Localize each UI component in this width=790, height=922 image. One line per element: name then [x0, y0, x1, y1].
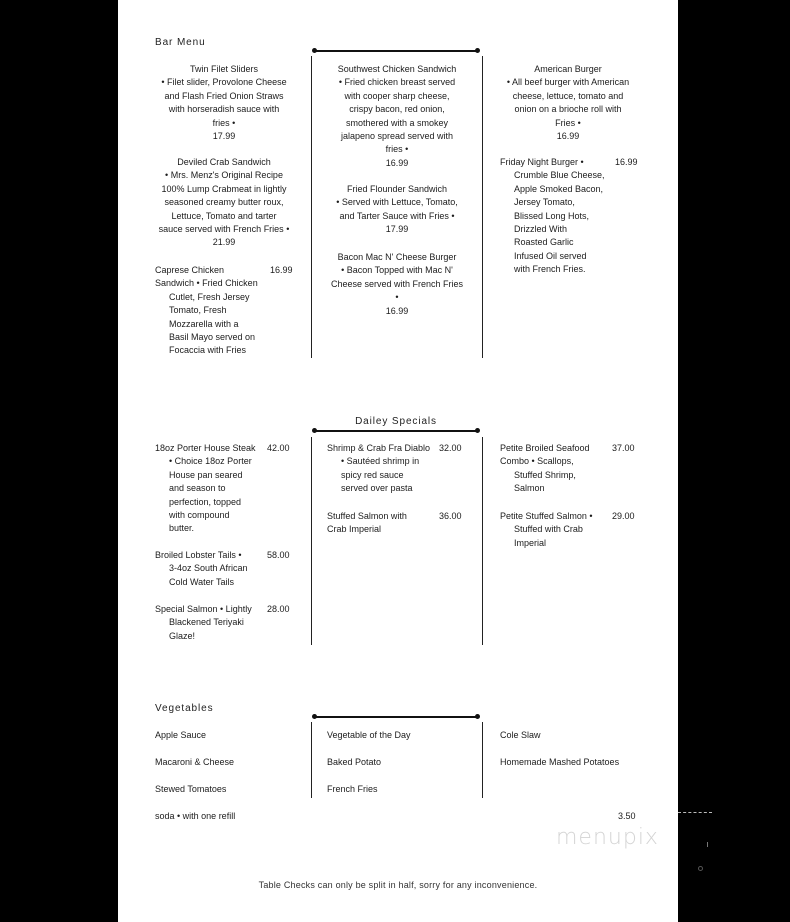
item-name: American Burger	[534, 64, 602, 74]
item-name-cont: Crab Imperial	[327, 524, 382, 535]
side-item: Homemade Mashed Potatoes	[500, 757, 620, 767]
item-desc-line: seasoned creamy butter roux,	[164, 197, 284, 208]
item-price: 32.00	[439, 443, 462, 453]
item-desc-line: Apple Smoked Bacon,	[514, 183, 604, 194]
item-price: 28.00	[267, 604, 290, 614]
item-desc-line: Cutlet, Fresh Jersey	[169, 291, 250, 302]
menu-item	[150, 156, 298, 250]
side-item: Apple Sauce	[155, 730, 207, 740]
item-desc-line: Jersey Tomato,	[514, 197, 575, 208]
item-name: Friday Night Burger •	[500, 157, 584, 167]
decorative-mark	[707, 842, 708, 847]
item-desc-line: fries •	[212, 117, 236, 128]
item-desc-line: fries •	[385, 144, 409, 155]
item-name: Special Salmon • Lightly	[155, 604, 252, 614]
menu-item	[327, 510, 439, 537]
menupix-watermark: menupix	[556, 825, 659, 850]
divider-dot	[312, 48, 317, 53]
menu-page	[118, 0, 678, 922]
side-item: French Fries	[327, 784, 378, 794]
item-desc-line: 3-4oz South African	[169, 563, 248, 574]
item-desc-line: Cheese served with French Fries	[330, 278, 464, 289]
item-desc-line: Salmon	[514, 483, 545, 494]
item-desc-line: Stuffed Shrimp,	[514, 469, 576, 480]
soda-item: soda • with one refill	[155, 811, 236, 821]
item-desc-line: onion on a brioche roll with	[514, 104, 622, 115]
divider-dot	[475, 48, 480, 53]
item-desc-line: • Sautéed shrimp in	[341, 456, 420, 467]
item-name: Southwest Chicken Sandwich	[337, 64, 457, 74]
divider-dot	[475, 428, 480, 433]
item-desc-line: • Choice 18oz Porter	[169, 456, 252, 467]
item-desc-line: • Bacon Topped with Mac N'	[341, 265, 453, 276]
column-divider-right	[482, 56, 483, 358]
item-desc-line: Drizzled With	[514, 224, 568, 235]
side-item: Vegetable of the Day	[327, 730, 411, 740]
item-price: 42.00	[267, 443, 290, 453]
item-desc-line: Basil Mayo served on	[169, 332, 256, 343]
divider-dot	[312, 428, 317, 433]
item-desc-line: House pan seared	[169, 469, 243, 480]
item-price: 29.00	[612, 511, 635, 521]
item-price: 17.99	[212, 131, 236, 142]
item-name: Bacon Mac N' Cheese Burger	[337, 252, 457, 262]
item-name-cont: Combo • Scallops,	[500, 456, 574, 467]
item-price: 16.99	[556, 131, 580, 142]
section-divider-line	[314, 716, 478, 718]
menu-item	[327, 442, 439, 496]
side-item: Stewed Tomatoes	[155, 784, 227, 794]
item-desc-line: 100% Lump Crabmeat in lightly	[161, 183, 287, 194]
item-desc-line: Crumble Blue Cheese,	[514, 170, 605, 181]
item-price: 16.99	[385, 157, 409, 168]
item-desc-line: jalapeno spread served with	[340, 131, 454, 142]
item-desc-line: Cold Water Tails	[169, 576, 235, 587]
item-desc-line: butter.	[169, 523, 195, 534]
item-name: Petite Broiled Seafood	[500, 443, 590, 453]
side-item: Macaroni & Cheese	[155, 757, 235, 767]
item-name: Twin Filet Sliders	[189, 64, 259, 74]
section-title-dailey-specials: Dailey Specials	[355, 416, 437, 427]
menu-item	[155, 603, 267, 643]
item-name: Deviled Crab Sandwich	[177, 157, 271, 167]
item-desc-line: Roasted Garlic	[514, 237, 574, 248]
menu-item	[500, 442, 612, 496]
item-desc-line: Blissed Long Hots,	[514, 210, 590, 221]
item-desc-line: with French Fries.	[514, 264, 586, 275]
item-desc-line: Imperial	[514, 537, 547, 548]
item-name: Broiled Lobster Tails •	[155, 550, 242, 560]
item-desc-line: Fries •	[555, 117, 581, 128]
item-desc-line: • All beef burger with American	[506, 77, 630, 88]
item-desc-line: smothered with a smokey	[345, 117, 449, 128]
menu-item	[493, 63, 643, 143]
item-name: 18oz Porter House Steak	[155, 443, 256, 453]
column-divider-left	[311, 722, 312, 798]
item-desc-line: Focaccia with Fries	[169, 345, 247, 356]
item-desc-line: with compound	[169, 510, 230, 521]
item-price: 16.99	[615, 157, 638, 167]
item-desc-line: • Fried chicken breast served	[338, 77, 456, 88]
item-price: 17.99	[385, 224, 409, 235]
item-desc-line: • Filet slider, Provolone Cheese	[161, 77, 287, 88]
section-title-bar-menu: Bar Menu	[155, 37, 206, 48]
menu-item	[150, 63, 298, 143]
menu-item	[500, 156, 610, 277]
footer-note: Table Checks can only be split in half, sorry for any inconvenience.	[258, 880, 538, 890]
decorative-dash	[678, 812, 712, 813]
section-divider-line	[314, 430, 478, 432]
item-desc-line: crispy bacon, red onion,	[349, 104, 445, 115]
menu-item	[500, 510, 612, 550]
item-desc-line: Stuffed with Crab	[514, 524, 583, 535]
menu-item	[155, 442, 265, 536]
divider-dot	[475, 714, 480, 719]
item-desc-line: Infused Oil served	[514, 250, 587, 261]
column-divider-left	[311, 56, 312, 358]
item-price: 36.00	[439, 511, 462, 521]
item-name: Petite Stuffed Salmon •	[500, 511, 593, 521]
item-desc-line: •	[395, 292, 399, 303]
item-name-cont: Sandwich • Fried Chicken	[155, 278, 258, 289]
item-desc-line: and season to	[169, 483, 226, 494]
item-desc-line: Tomato, Fresh	[169, 305, 227, 316]
side-item: Cole Slaw	[500, 730, 541, 740]
item-desc-line: Blackened Teriyaki	[169, 617, 244, 628]
item-desc-line: and Tarter Sauce with Fries •	[339, 210, 455, 221]
item-desc-line: perfection, topped	[169, 496, 242, 507]
item-price: 21.99	[212, 237, 236, 248]
menu-item	[321, 183, 473, 237]
item-desc-line: cheese, lettuce, tomato and	[512, 90, 624, 101]
item-name: Fried Flounder Sandwich	[346, 184, 448, 194]
column-divider-right	[482, 437, 483, 645]
menu-item	[155, 264, 275, 358]
item-price: 16.99	[385, 305, 409, 316]
item-desc-line: with horseradish sauce with	[168, 104, 280, 115]
item-desc-line: spicy red sauce	[341, 469, 404, 480]
soda-price: 3.50	[618, 811, 636, 821]
item-desc-line: • Mrs. Menz's Original Recipe	[165, 170, 283, 181]
section-divider-line	[314, 50, 478, 52]
item-desc-line: and Flash Fried Onion Straws	[164, 90, 284, 101]
item-desc-line: Lettuce, Tomato and tarter	[171, 210, 277, 221]
item-price: 37.00	[612, 443, 635, 453]
item-desc-line: • Served with Lettuce, Tomato,	[336, 197, 458, 208]
item-desc-line: served over pasta	[341, 483, 413, 494]
item-price: 16.99	[270, 265, 293, 275]
item-name: Stuffed Salmon with	[327, 511, 407, 521]
item-price: 58.00	[267, 550, 290, 560]
decorative-mark	[698, 866, 703, 871]
menu-item	[321, 63, 473, 170]
menu-item	[321, 251, 473, 318]
item-desc-line: Glaze!	[169, 630, 196, 641]
column-divider-right	[482, 722, 483, 798]
column-divider-left	[311, 437, 312, 645]
item-name: Shrimp & Crab Fra Diablo	[327, 443, 431, 453]
item-desc-line: sauce served with French Fries •	[158, 224, 290, 235]
item-name: Caprese Chicken	[155, 265, 225, 275]
menu-item	[155, 549, 265, 589]
item-desc-line: with cooper sharp cheese,	[344, 90, 450, 101]
section-title-vegetables: Vegetables	[155, 703, 214, 714]
side-item: Baked Potato	[327, 757, 382, 767]
item-desc-line: Mozzarella with a	[169, 318, 239, 329]
divider-dot	[312, 714, 317, 719]
